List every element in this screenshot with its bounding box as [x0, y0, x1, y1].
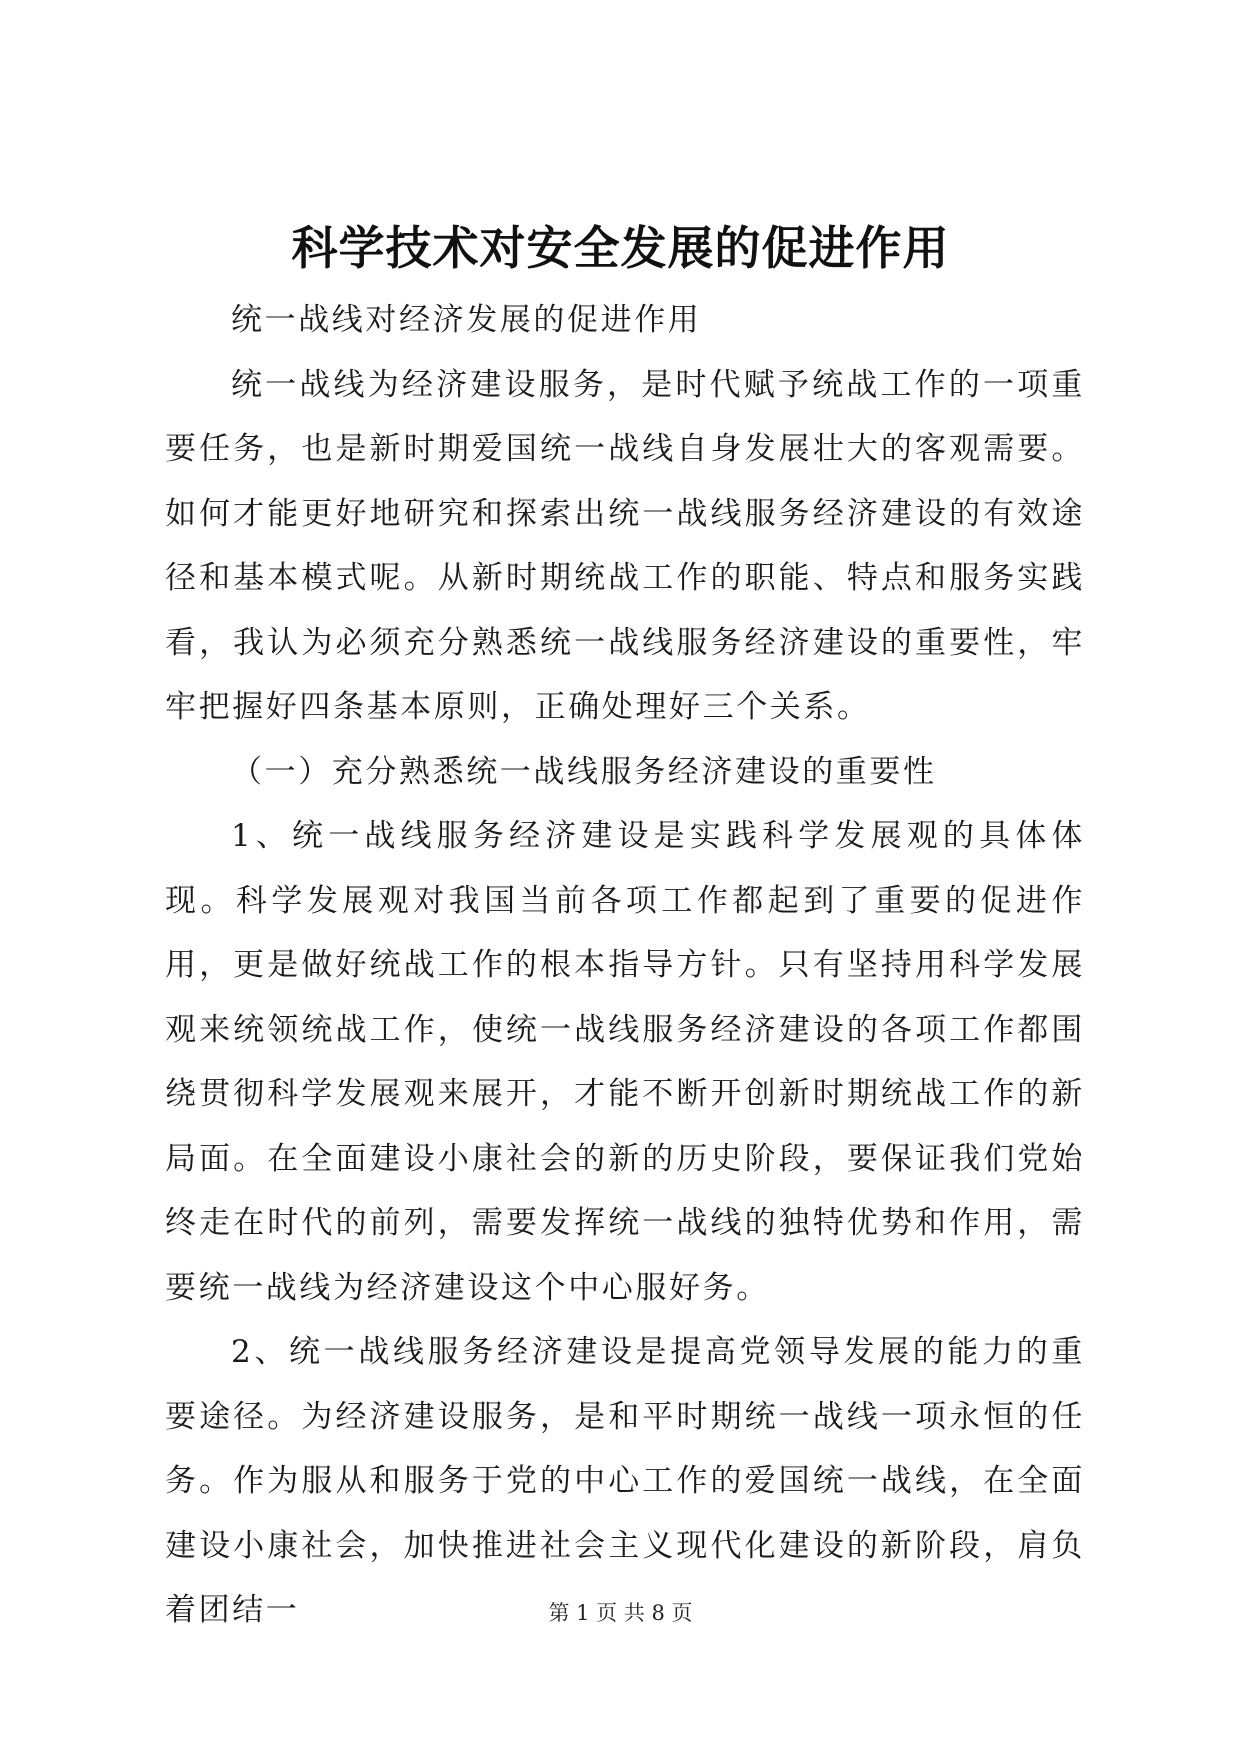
paragraph-heading: 统一战线对经济发展的促进作用	[231, 302, 702, 338]
document-body	[165, 288, 1085, 1643]
page-number-footer: 第 1 页 共 8 页	[548, 1601, 693, 1625]
paragraph-point-1: 1、统一战线服务经济建设是实践科学发展观的具体体现。科学发展观对我国当前各项工作都起到了重要的促进作用，更是做好统战工作的根本指导方针。只有坚持用科学发展观来统领统战工作，使统一战线服务经济建设的各项工作都围绕贯彻科学发展观来展开，才能不断开创新时期统战工作的新局面。在全面建设小康社会的新的历史阶段，要保证我们党始终走在时代的前列，需要发挥统一战线的独特优势和作用，需要统一战线为经济建设这个中心服好务。	[165, 818, 1085, 1306]
document-title: 科学技术对安全发展的促进作用	[291, 221, 950, 275]
paragraph-point-2: 2、统一战线服务经济建设是提高党领导发展的能力的重要途径。为经济建设服务，是和平时期统一战线一项永恒的任务。作为服从和服务于党的中心工作的爱国统一战线，在全面建设小康社会，加快推进社会主义现代化建设的新阶段，肩负着团结一	[165, 1334, 1085, 1628]
paragraph-intro: 统一战线为经济建设服务，是时代赋予统战工作的一项重要任务，也是新时期爱国统一战线自身发展壮大的客观需要。如何才能更好地研究和探索出统一战线服务经济建设的有效途径和基本模式呢。从新时期统战工作的职能、特点和服务实践看，我认为必须充分熟悉统一战线服务经济建设的重要性，牢牢把握好四条基本原则，正确处理好三个关系。	[165, 366, 1085, 725]
section-heading: （一）充分熟悉统一战线服务经济建设的重要性	[231, 753, 937, 790]
